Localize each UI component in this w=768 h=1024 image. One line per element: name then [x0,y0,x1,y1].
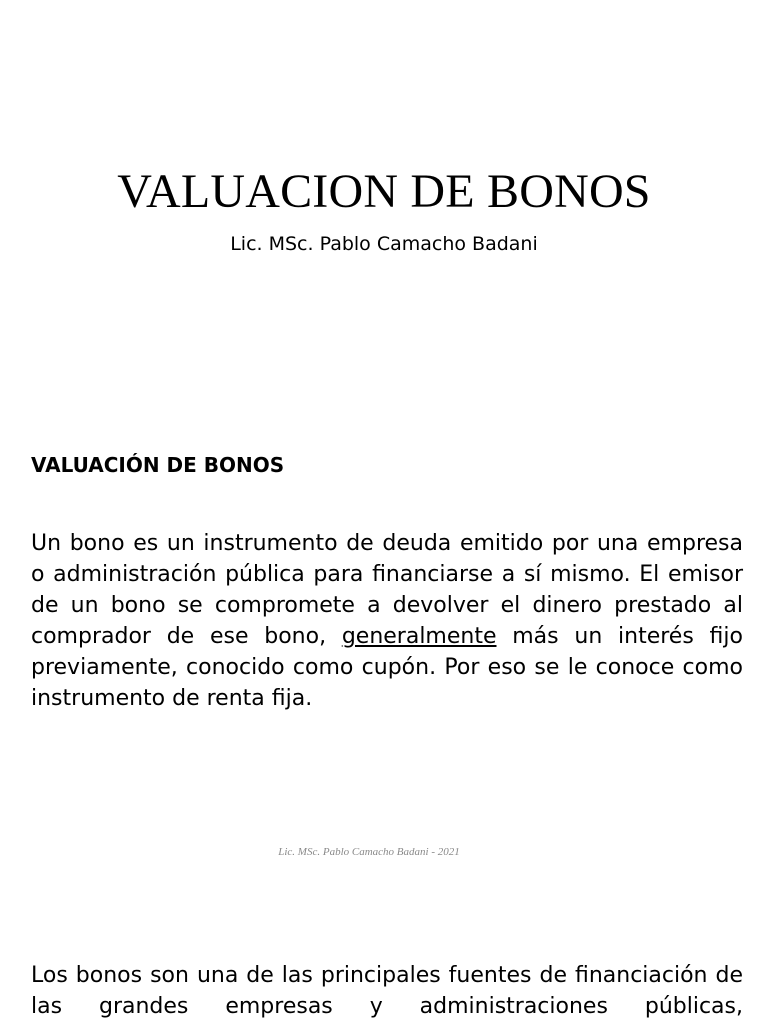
presentation-title: VALUACION DE BONOS [117,165,651,218]
paragraph-text-1: Un bono es un instrumento de deuda emitido por una empresa o administración pública para financiarse a sí mismo. El emisor de un bono se compromete a devolver el dinero prestado al comprador de ese bono, [31,531,743,649]
paragraph-text-2: más un interés fijo previamente, conocido como cupón. Por eso se le conoce como instrumento de renta fija. [31,624,743,711]
author-subtitle: Lic. MSc. Pablo Camacho Badani [230,233,538,255]
slide-footer: Lic. MSc. Pablo Camacho Badani - 2021 [278,846,460,858]
underlined-word: generalmente [341,624,497,649]
title-slide [0,0,768,400]
bond-definition-paragraph [31,528,743,714]
financing-paragraph: Los bonos son una de las principales fuentes de financiación de las grandes empresas y administraciones públicas, [31,963,743,1019]
section-heading: VALUACIÓN DE BONOS [31,453,285,477]
content-slide [0,400,768,1024]
